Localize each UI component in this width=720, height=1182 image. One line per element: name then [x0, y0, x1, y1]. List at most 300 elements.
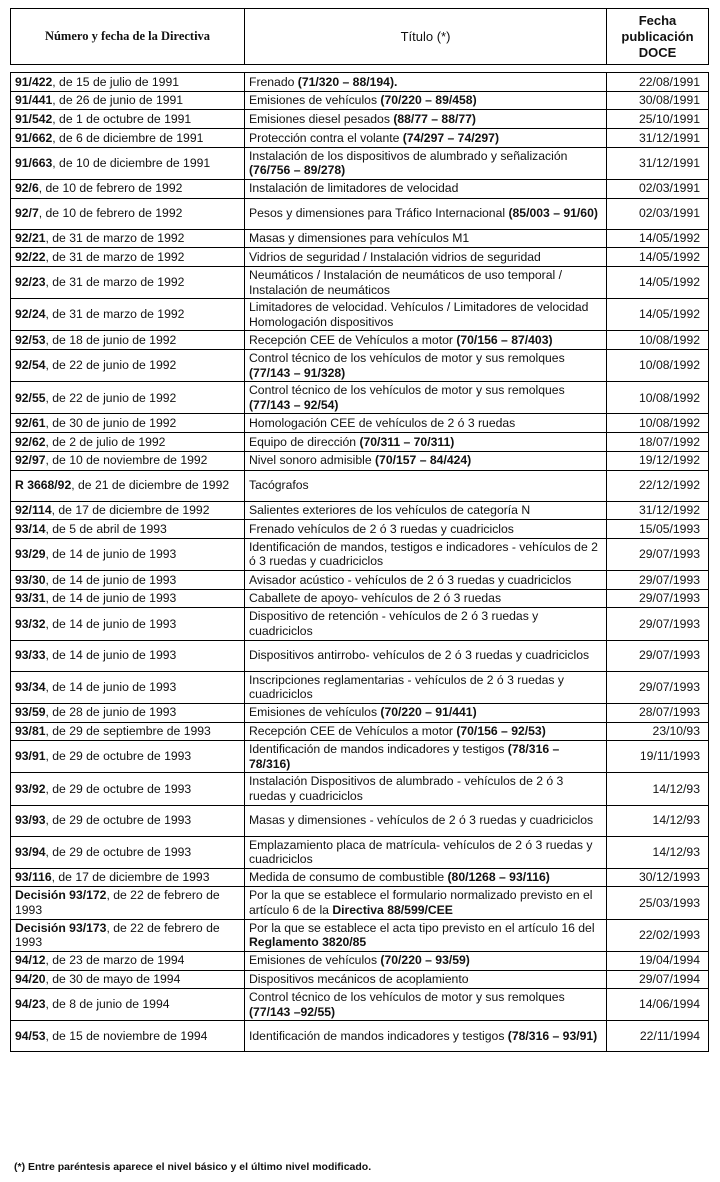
table-row	[11, 147, 709, 179]
directive-code: 92/6	[15, 181, 39, 196]
directive-title-cell	[245, 970, 607, 989]
directive-date: , de 21 de diciembre de 1992	[71, 478, 230, 493]
publication-date-cell: 30/08/1991	[607, 91, 709, 110]
directive-date: , de 5 de abril de 1993	[45, 521, 167, 536]
directive-date: , de 10 de noviembre de 1992	[45, 453, 208, 468]
directive-number-cell	[11, 129, 245, 148]
title-text: Emisiones de vehículos	[249, 953, 381, 968]
header-fecha-line3: DOCE	[638, 44, 677, 60]
directive-title-cell	[245, 1021, 607, 1052]
directive-number-cell	[11, 538, 245, 570]
publication-date-cell: 29/07/1993	[607, 589, 709, 608]
directive-date: , de 29 de octubre de 1993	[45, 844, 192, 859]
directive-date: , de 14 de junio de 1993	[45, 591, 177, 606]
title-text: Control técnico de los vehículos de motor y sus remolques	[249, 383, 565, 398]
table-row	[11, 414, 709, 433]
directive-date: , de 29 de octubre de 1993	[45, 813, 192, 828]
directive-title-cell	[245, 640, 607, 671]
publication-date-cell: 19/11/1993	[607, 741, 709, 773]
directive-number-cell	[11, 73, 245, 92]
table-row	[11, 722, 709, 741]
publication-date-cell: 23/10/93	[607, 722, 709, 741]
table-row	[11, 919, 709, 951]
title-text: Frenado vehículos de 2 ó 3 ruedas y cuadriciclos	[249, 521, 514, 536]
directive-date: , de 10 de febrero de 1992	[38, 206, 183, 221]
title-text: Por la que se establece el acta tipo previsto en el artículo 16 del	[249, 920, 595, 935]
footnote: (*) Entre paréntesis aparece el nivel básico y el último nivel modificado.	[14, 1161, 372, 1173]
publication-date-cell: 31/12/1991	[607, 129, 709, 148]
directive-number-cell	[11, 951, 245, 970]
publication-date-cell: 02/03/1991	[607, 179, 709, 198]
directive-date: , de 22 de febrero de 1993	[15, 920, 220, 950]
table-row	[11, 989, 709, 1021]
table-row	[11, 91, 709, 110]
title-text: Dispositivos antirrobo- vehículos de 2 ó 3 ruedas y cuadriciclos	[249, 648, 590, 663]
table-row	[11, 73, 709, 92]
directive-title-cell	[245, 608, 607, 640]
title-text: Vidrios de seguridad / Instalación vidrios de seguridad	[249, 249, 541, 264]
directive-date: , de 22 de junio de 1992	[45, 390, 177, 405]
directive-code: 93/92	[15, 781, 46, 796]
directive-code: 92/21	[15, 231, 46, 246]
directive-number-cell	[11, 989, 245, 1021]
header-fecha	[607, 9, 708, 64]
directive-title-cell	[245, 836, 607, 868]
directive-date: , de 17 de diciembre de 1993	[51, 870, 210, 885]
title-reference: (70/220 – 93/59)	[380, 953, 470, 968]
directive-title-cell	[245, 722, 607, 741]
table-row	[11, 248, 709, 267]
directive-code: 93/59	[15, 705, 46, 720]
title-text: Emisiones diesel pesados	[249, 111, 394, 126]
directive-number-cell	[11, 350, 245, 382]
directive-code: 91/542	[15, 111, 53, 126]
title-reference: (77/143 –92/55)	[249, 1004, 336, 1019]
directive-code: 91/441	[15, 93, 53, 108]
directive-title-cell	[245, 671, 607, 703]
directive-title-cell	[245, 129, 607, 148]
directive-code: 93/93	[15, 813, 46, 828]
directive-date: , de 10 de diciembre de 1991	[52, 156, 211, 171]
directive-code: 93/31	[15, 591, 46, 606]
table-row	[11, 1021, 709, 1052]
directive-code: 92/54	[15, 358, 46, 373]
directive-number-cell	[11, 589, 245, 608]
directive-number-cell	[11, 571, 245, 590]
table-row	[11, 350, 709, 382]
title-text: Salientes exteriores de los vehículos de categoría N	[249, 503, 531, 518]
directive-date: , de 31 de marzo de 1992	[45, 275, 185, 290]
table-row	[11, 703, 709, 722]
publication-date-cell: 25/10/1991	[607, 110, 709, 129]
directive-code: 93/32	[15, 616, 46, 631]
table-row	[11, 868, 709, 887]
directive-code: 94/20	[15, 972, 46, 987]
directive-title-cell	[245, 741, 607, 773]
publication-date-cell: 29/07/1993	[607, 640, 709, 671]
title-text: Pesos y dimensiones para Tráfico Internacional	[249, 206, 509, 221]
title-text: Recepción CEE de Vehículos a motor	[249, 332, 457, 347]
directive-number-cell	[11, 331, 245, 350]
directive-number-cell	[11, 501, 245, 520]
title-reference: (77/143 – 92/54)	[249, 397, 339, 412]
table-row	[11, 608, 709, 640]
publication-date-cell: 22/12/1992	[607, 470, 709, 501]
title-text: Neumáticos / Instalación de neumáticos de uso temporal / Instalación de neumáticos	[249, 268, 562, 297]
directive-code: 93/81	[15, 724, 46, 739]
table-row	[11, 331, 709, 350]
directive-number-cell	[11, 179, 245, 198]
directive-number-cell	[11, 887, 245, 919]
directive-number-cell	[11, 229, 245, 248]
directive-date: , de 14 de junio de 1993	[45, 572, 177, 587]
title-text: Nivel sonoro admisible	[249, 453, 375, 468]
directive-title-cell	[245, 520, 607, 539]
directive-number-cell	[11, 970, 245, 989]
directive-date: , de 30 de junio de 1992	[45, 415, 177, 430]
publication-date-cell: 14/05/1992	[607, 267, 709, 299]
title-text: Por la que se establece el formulario normalizado previsto en el artículo 6 de la	[249, 888, 593, 918]
publication-date-cell: 30/12/1993	[607, 868, 709, 887]
directive-title-cell	[245, 470, 607, 501]
publication-date-cell: 22/11/1994	[607, 1021, 709, 1052]
directive-code: 94/23	[15, 997, 46, 1012]
directive-code: Decisión 93/173	[15, 920, 107, 935]
title-text: Avisador acústico - vehículos de 2 ó 3 ruedas y cuadriciclos	[249, 572, 572, 587]
table-row	[11, 589, 709, 608]
title-text: Equipo de dirección	[249, 434, 360, 449]
title-text: Identificación de mandos indicadores y testigos	[249, 742, 508, 757]
directive-number-cell	[11, 451, 245, 470]
directive-code: 94/12	[15, 953, 46, 968]
table-row	[11, 970, 709, 989]
directive-title-cell	[245, 248, 607, 267]
publication-date-cell: 15/05/1993	[607, 520, 709, 539]
header-fecha-line2: publicación	[621, 28, 694, 44]
directive-title-cell	[245, 919, 607, 951]
directive-number-cell	[11, 703, 245, 722]
directive-date: , de 2 de julio de 1992	[45, 434, 166, 449]
publication-date-cell: 10/08/1992	[607, 331, 709, 350]
directive-title-cell	[245, 414, 607, 433]
table-row	[11, 198, 709, 229]
table-row	[11, 451, 709, 470]
directive-number-cell	[11, 722, 245, 741]
publication-date-cell: 14/12/93	[607, 805, 709, 836]
title-text: Control técnico de los vehículos de motor y sus remolques	[249, 990, 565, 1005]
directive-number-cell	[11, 836, 245, 868]
directive-number-cell	[11, 520, 245, 539]
directive-date: , de 22 de febrero de 1993	[15, 888, 220, 918]
directive-number-cell	[11, 267, 245, 299]
title-text: Control técnico de los vehículos de motor y sus remolques	[249, 351, 565, 366]
publication-date-cell: 10/08/1992	[607, 414, 709, 433]
directive-number-cell	[11, 382, 245, 414]
directive-title-cell	[245, 868, 607, 887]
title-reference: (70/311 – 70/311)	[359, 434, 455, 449]
title-text: Identificación de mandos, testigos e indicadores - vehículos de 2 ó 3 ruedas y cuadriciclos	[249, 539, 598, 569]
publication-date-cell: 22/02/1993	[607, 919, 709, 951]
table-row	[11, 470, 709, 501]
directive-date: , de 17 de diciembre de 1992	[51, 503, 210, 518]
directive-title-cell	[245, 229, 607, 248]
directive-number-cell	[11, 414, 245, 433]
directive-number-cell	[11, 299, 245, 331]
publication-date-cell: 10/08/1992	[607, 382, 709, 414]
directive-title-cell	[245, 989, 607, 1021]
table-row	[11, 951, 709, 970]
directive-date: , de 14 de junio de 1993	[45, 679, 177, 694]
title-reference: (70/220 – 91/441)	[380, 705, 477, 720]
title-text: Emplazamiento placa de matrícula- vehículos de 2 ó 3 ruedas y cuadriciclos	[249, 837, 593, 867]
title-text: Dispositivos mecánicos de acoplamiento	[249, 972, 469, 987]
title-text: Emisiones de vehículos	[249, 705, 381, 720]
publication-date-cell: 31/12/1992	[607, 501, 709, 520]
directive-code: 92/23	[15, 275, 46, 290]
publication-date-cell: 14/05/1992	[607, 248, 709, 267]
table-row	[11, 571, 709, 590]
publication-date-cell: 31/12/1991	[607, 147, 709, 179]
publication-date-cell: 19/12/1992	[607, 451, 709, 470]
table-row	[11, 179, 709, 198]
header-numero: Número y fecha de la Directiva	[11, 9, 245, 64]
directive-number-cell	[11, 640, 245, 671]
title-text: Emisiones de vehículos	[249, 93, 381, 108]
directive-code: 92/22	[15, 249, 46, 264]
directive-number-cell	[11, 198, 245, 229]
publication-date-cell: 14/12/93	[607, 773, 709, 805]
directive-date: , de 14 de junio de 1993	[45, 547, 177, 562]
table-row	[11, 129, 709, 148]
table-row	[11, 887, 709, 919]
directive-code: 91/663	[15, 156, 53, 171]
title-text: Medida de consumo de combustible	[249, 870, 448, 885]
directive-date: , de 31 de marzo de 1992	[45, 249, 185, 264]
title-text: Tacógrafos	[249, 478, 309, 493]
publication-date-cell: 14/06/1994	[607, 989, 709, 1021]
directives-table	[10, 72, 709, 1052]
directive-date: , de 14 de junio de 1993	[45, 648, 177, 663]
directive-code: 92/55	[15, 390, 46, 405]
directive-date: , de 22 de junio de 1992	[45, 358, 177, 373]
title-text: Recepción CEE de Vehículos a motor	[249, 724, 457, 739]
table-row	[11, 299, 709, 331]
title-reference: Directiva 88/599/CEE	[332, 903, 453, 918]
title-text: Instalación de limitadores de velocidad	[249, 181, 459, 196]
title-text: Frenado	[249, 74, 298, 89]
directive-code: 93/30	[15, 572, 46, 587]
directive-number-cell	[11, 868, 245, 887]
title-reference: (88/77 – 88/77)	[393, 111, 476, 126]
table-row	[11, 382, 709, 414]
table-header	[10, 8, 709, 65]
directive-date: , de 14 de junio de 1993	[45, 616, 177, 631]
directive-date: , de 26 de junio de 1991	[52, 93, 184, 108]
title-reference: (78/316 – 93/91)	[507, 1029, 598, 1044]
directive-date: , de 29 de octubre de 1993	[45, 749, 192, 764]
title-text: Instalación Dispositivos de alumbrado - vehículos de 2 ó 3 ruedas y cuadriciclos	[249, 774, 564, 803]
publication-date-cell: 29/07/1993	[607, 571, 709, 590]
directive-code: 93/33	[15, 648, 46, 663]
directive-title-cell	[245, 773, 607, 805]
title-text: Identificación de mandos indicadores y testigos	[249, 1029, 508, 1044]
directive-date: , de 31 de marzo de 1992	[45, 307, 185, 322]
title-text: Homologación CEE de vehículos de 2 ó 3 ruedas	[249, 415, 516, 430]
directive-title-cell	[245, 382, 607, 414]
title-reference: (80/1268 – 93/116)	[447, 870, 550, 885]
publication-date-cell: 29/07/1993	[607, 538, 709, 570]
publication-date-cell: 22/08/1991	[607, 73, 709, 92]
directive-title-cell	[245, 267, 607, 299]
directive-title-cell	[245, 433, 607, 452]
directive-date: , de 15 de noviembre de 1994	[45, 1029, 208, 1044]
table-row	[11, 538, 709, 570]
title-reference: (76/756 – 89/278)	[249, 163, 346, 178]
directive-code: 93/34	[15, 679, 46, 694]
directive-title-cell	[245, 703, 607, 722]
directive-title-cell	[245, 110, 607, 129]
directive-number-cell	[11, 147, 245, 179]
directive-code: 91/422	[15, 74, 53, 89]
table-row	[11, 671, 709, 703]
directive-date: , de 15 de julio de 1991	[52, 74, 180, 89]
title-reference: (70/220 – 89/458)	[380, 93, 477, 108]
directive-title-cell	[245, 147, 607, 179]
directive-number-cell	[11, 470, 245, 501]
title-reference: (71/320 – 88/194).	[297, 74, 398, 89]
table-row	[11, 501, 709, 520]
table-row	[11, 805, 709, 836]
publication-date-cell: 29/07/1993	[607, 608, 709, 640]
directive-title-cell	[245, 538, 607, 570]
publication-date-cell: 19/04/1994	[607, 951, 709, 970]
directive-code: 93/14	[15, 521, 46, 536]
title-text: Inscripciones reglamentarias - vehículos de 2 ó 3 ruedas y cuadriciclos	[249, 672, 565, 702]
title-text: Caballete de apoyo- vehículos de 2 ó 3 ruedas	[249, 591, 502, 606]
directive-date: , de 31 de marzo de 1992	[45, 231, 185, 246]
title-text: Protección contra el volante	[249, 130, 403, 145]
directive-title-cell	[245, 179, 607, 198]
title-text: Dispositivo de retención - vehículos de 2 ó 3 ruedas y cuadriciclos	[249, 609, 539, 639]
title-reference: (78/316 – 78/316)	[249, 742, 560, 771]
directive-date: , de 8 de junio de 1994	[45, 997, 170, 1012]
table-row	[11, 836, 709, 868]
directive-code: 91/662	[15, 130, 53, 145]
title-reference: (85/003 – 91/60)	[508, 206, 598, 221]
title-text: Limitadores de velocidad. Vehículos / Limitadores de velocidad Homologación dispositivos	[249, 300, 589, 329]
directive-title-cell	[245, 589, 607, 608]
directive-title-cell	[245, 299, 607, 331]
title-reference: (77/143 – 91/328)	[249, 365, 346, 380]
directive-title-cell	[245, 571, 607, 590]
directive-number-cell	[11, 110, 245, 129]
directive-title-cell	[245, 451, 607, 470]
table-row	[11, 229, 709, 248]
directive-code: 94/53	[15, 1029, 46, 1044]
directive-code: 93/116	[15, 870, 52, 885]
directive-date: , de 28 de junio de 1993	[45, 705, 177, 720]
directive-title-cell	[245, 91, 607, 110]
publication-date-cell: 14/12/93	[607, 836, 709, 868]
title-text: Masas y dimensiones - vehículos de 2 ó 3 ruedas y cuadriciclos	[249, 813, 594, 828]
table-row	[11, 741, 709, 773]
directive-title-cell	[245, 198, 607, 229]
directive-date: , de 10 de febrero de 1992	[38, 181, 183, 196]
directive-code: 92/24	[15, 307, 46, 322]
title-reference: (74/297 – 74/297)	[402, 130, 500, 145]
directive-code: 93/91	[15, 749, 46, 764]
directive-number-cell	[11, 805, 245, 836]
directive-code: 92/7	[15, 206, 39, 221]
directive-code: 92/61	[15, 415, 46, 430]
publication-date-cell: 25/03/1993	[607, 887, 709, 919]
publication-date-cell: 29/07/1994	[607, 970, 709, 989]
directive-code: Decisión 93/172	[15, 888, 107, 903]
title-reference: (70/156 – 92/53)	[456, 724, 546, 739]
directive-date: , de 30 de mayo de 1994	[45, 972, 181, 987]
publication-date-cell: 14/05/1992	[607, 299, 709, 331]
directive-date: , de 1 de octubre de 1991	[52, 111, 192, 126]
directive-title-cell	[245, 805, 607, 836]
directive-title-cell	[245, 350, 607, 382]
title-text: Masas y dimensiones para vehículos M1	[249, 231, 470, 246]
directive-date: , de 23 de marzo de 1994	[45, 953, 185, 968]
title-reference: Reglamento 3820/85	[249, 935, 367, 950]
publication-date-cell: 14/05/1992	[607, 229, 709, 248]
directive-code: 93/29	[15, 547, 46, 562]
directive-title-cell	[245, 501, 607, 520]
directive-number-cell	[11, 608, 245, 640]
title-reference: (70/156 – 87/403)	[456, 332, 553, 347]
directive-date: , de 29 de septiembre de 1993	[45, 724, 211, 739]
directive-number-cell	[11, 741, 245, 773]
directive-number-cell	[11, 773, 245, 805]
publication-date-cell: 18/07/1992	[607, 433, 709, 452]
publication-date-cell: 10/08/1992	[607, 350, 709, 382]
directive-date: , de 29 de octubre de 1993	[45, 781, 192, 796]
header-titulo: Título (*)	[245, 9, 607, 64]
directive-title-cell	[245, 887, 607, 919]
table-row	[11, 773, 709, 805]
table-row	[11, 520, 709, 539]
directive-number-cell	[11, 248, 245, 267]
directive-date: , de 18 de junio de 1992	[45, 332, 177, 347]
directive-code: 92/97	[15, 453, 46, 468]
table-row	[11, 110, 709, 129]
directive-number-cell	[11, 91, 245, 110]
directive-code: R 3668/92	[15, 478, 72, 493]
table-row	[11, 267, 709, 299]
directive-title-cell	[245, 331, 607, 350]
directive-code: 92/62	[15, 434, 46, 449]
table-row	[11, 640, 709, 671]
directive-title-cell	[245, 73, 607, 92]
directive-number-cell	[11, 1021, 245, 1052]
directive-number-cell	[11, 671, 245, 703]
directive-code: 92/53	[15, 332, 46, 347]
directive-date: , de 6 de diciembre de 1991	[52, 130, 204, 145]
directive-code: 93/94	[15, 844, 46, 859]
publication-date-cell: 28/07/1993	[607, 703, 709, 722]
title-text: Instalación de los dispositivos de alumbrado y señalización	[249, 148, 568, 163]
directive-title-cell	[245, 951, 607, 970]
publication-date-cell: 02/03/1991	[607, 198, 709, 229]
title-reference: (70/157 – 84/424)	[375, 453, 472, 468]
directive-number-cell	[11, 919, 245, 951]
header-fecha-line1: Fecha	[638, 12, 677, 28]
directive-number-cell	[11, 433, 245, 452]
publication-date-cell: 29/07/1993	[607, 671, 709, 703]
